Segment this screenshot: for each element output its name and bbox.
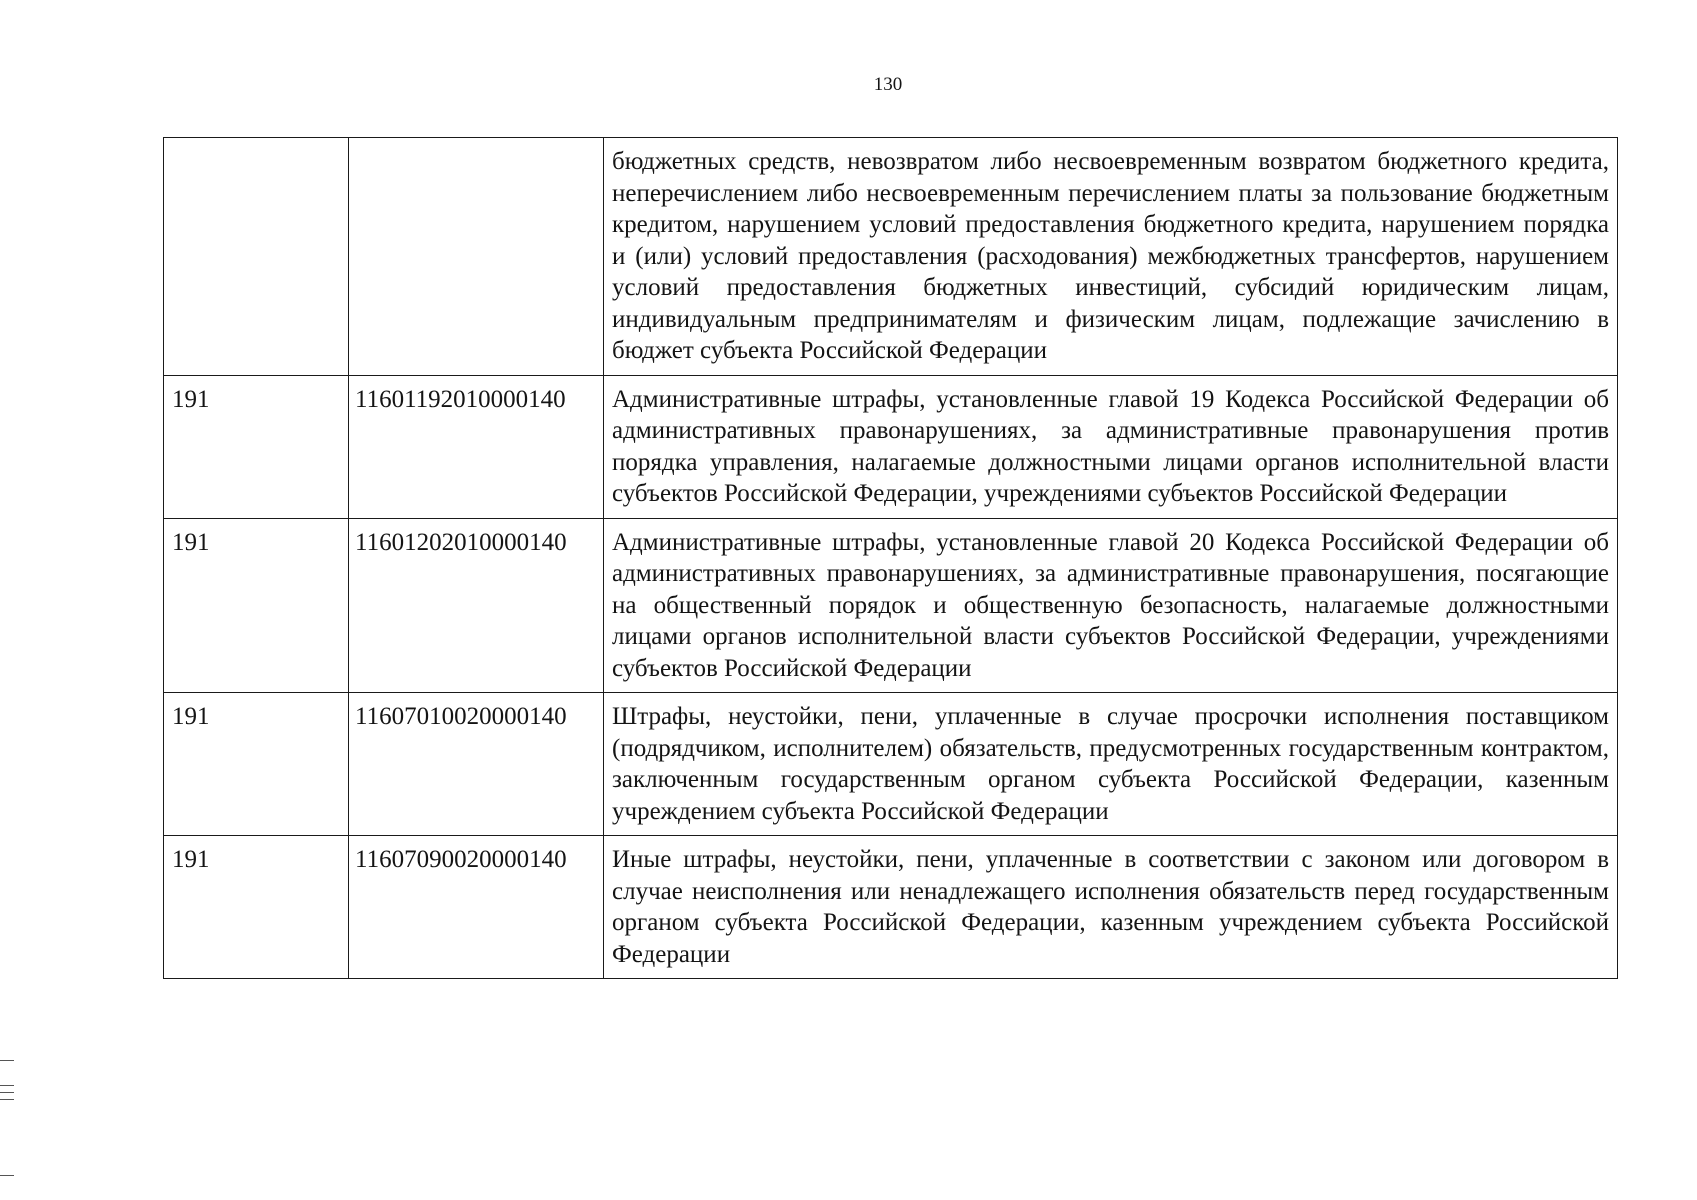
description-cell: Административные штрафы, установленные главой 20 Кодекса Российской Федерации об административных правонарушениях, за административные правонарушения, посягающие на общественный порядок и общественную безопасность, налагаемые должностными лицами органов исполнительной власти субъектов Российской Федерации, учреждениями субъектов Российской Федерации [604,518,1618,693]
admin-code-cell: 191 [164,693,349,836]
admin-code-cell: 191 [164,375,349,518]
description-cell: Административные штрафы, установленные главой 19 Кодекса Российской Федерации об административных правонарушениях, за административные правонарушения против порядка управления, налагаемые должностными лицами органов исполнительной власти субъектов Российской Федерации, учреждениями субъектов Российской Федерации [604,375,1618,518]
kbk-code-cell: 11607090020000140 [349,836,604,979]
table-row [164,138,1618,376]
kbk-code-cell: 11601202010000140 [349,518,604,693]
description-cell: Штрафы, неустойки, пени, уплаченные в случае просрочки исполнения поставщиком (подрядчиком, исполнителем) обязательств, предусмотренных государственным контрактом, заключенным государственным органом субъекта Российской Федерации, казенным учреждением субъекта Российской Федерации [604,693,1618,836]
table-row [164,518,1618,693]
scan-margin-mark [0,1099,14,1100]
admin-code-cell: 191 [164,836,349,979]
budget-classification-table [163,137,1618,979]
scan-margin-mark [0,1175,14,1176]
page-number: 130 [873,74,903,95]
description-cell: бюджетных средств, невозвратом либо несвоевременным возвратом бюджетного кредита, неперечислением либо несвоевременным перечислением платы за пользование бюджетным кредитом, нарушением условий предоставления бюджетного кредита, нарушением порядка и (или) условий предоставления (расходования) межбюджетных трансфертов, нарушением условий предоставления бюджетных инвестиций, субсидий юридическим лицам, индивидуальным предпринимателям и физическим лицам, подлежащие зачислению в бюджет субъекта Российской Федерации [604,138,1618,376]
admin-code-cell [164,138,349,376]
scan-margin-mark [0,1092,14,1093]
kbk-code-cell [349,138,604,376]
kbk-code-cell: 11601192010000140 [349,375,604,518]
scan-margin-mark [0,1085,14,1086]
description-cell: Иные штрафы, неустойки, пени, уплаченные в соответствии с законом или договором в случае неисполнения или ненадлежащего исполнения обязательств перед государственным органом субъекта Российской Федерации, казенным учреждением субъекта Российской Федерации [604,836,1618,979]
table-row [164,693,1618,836]
table-row [164,375,1618,518]
scan-margin-mark [0,1060,14,1061]
admin-code-cell: 191 [164,518,349,693]
table-row [164,836,1618,979]
kbk-code-cell: 11607010020000140 [349,693,604,836]
